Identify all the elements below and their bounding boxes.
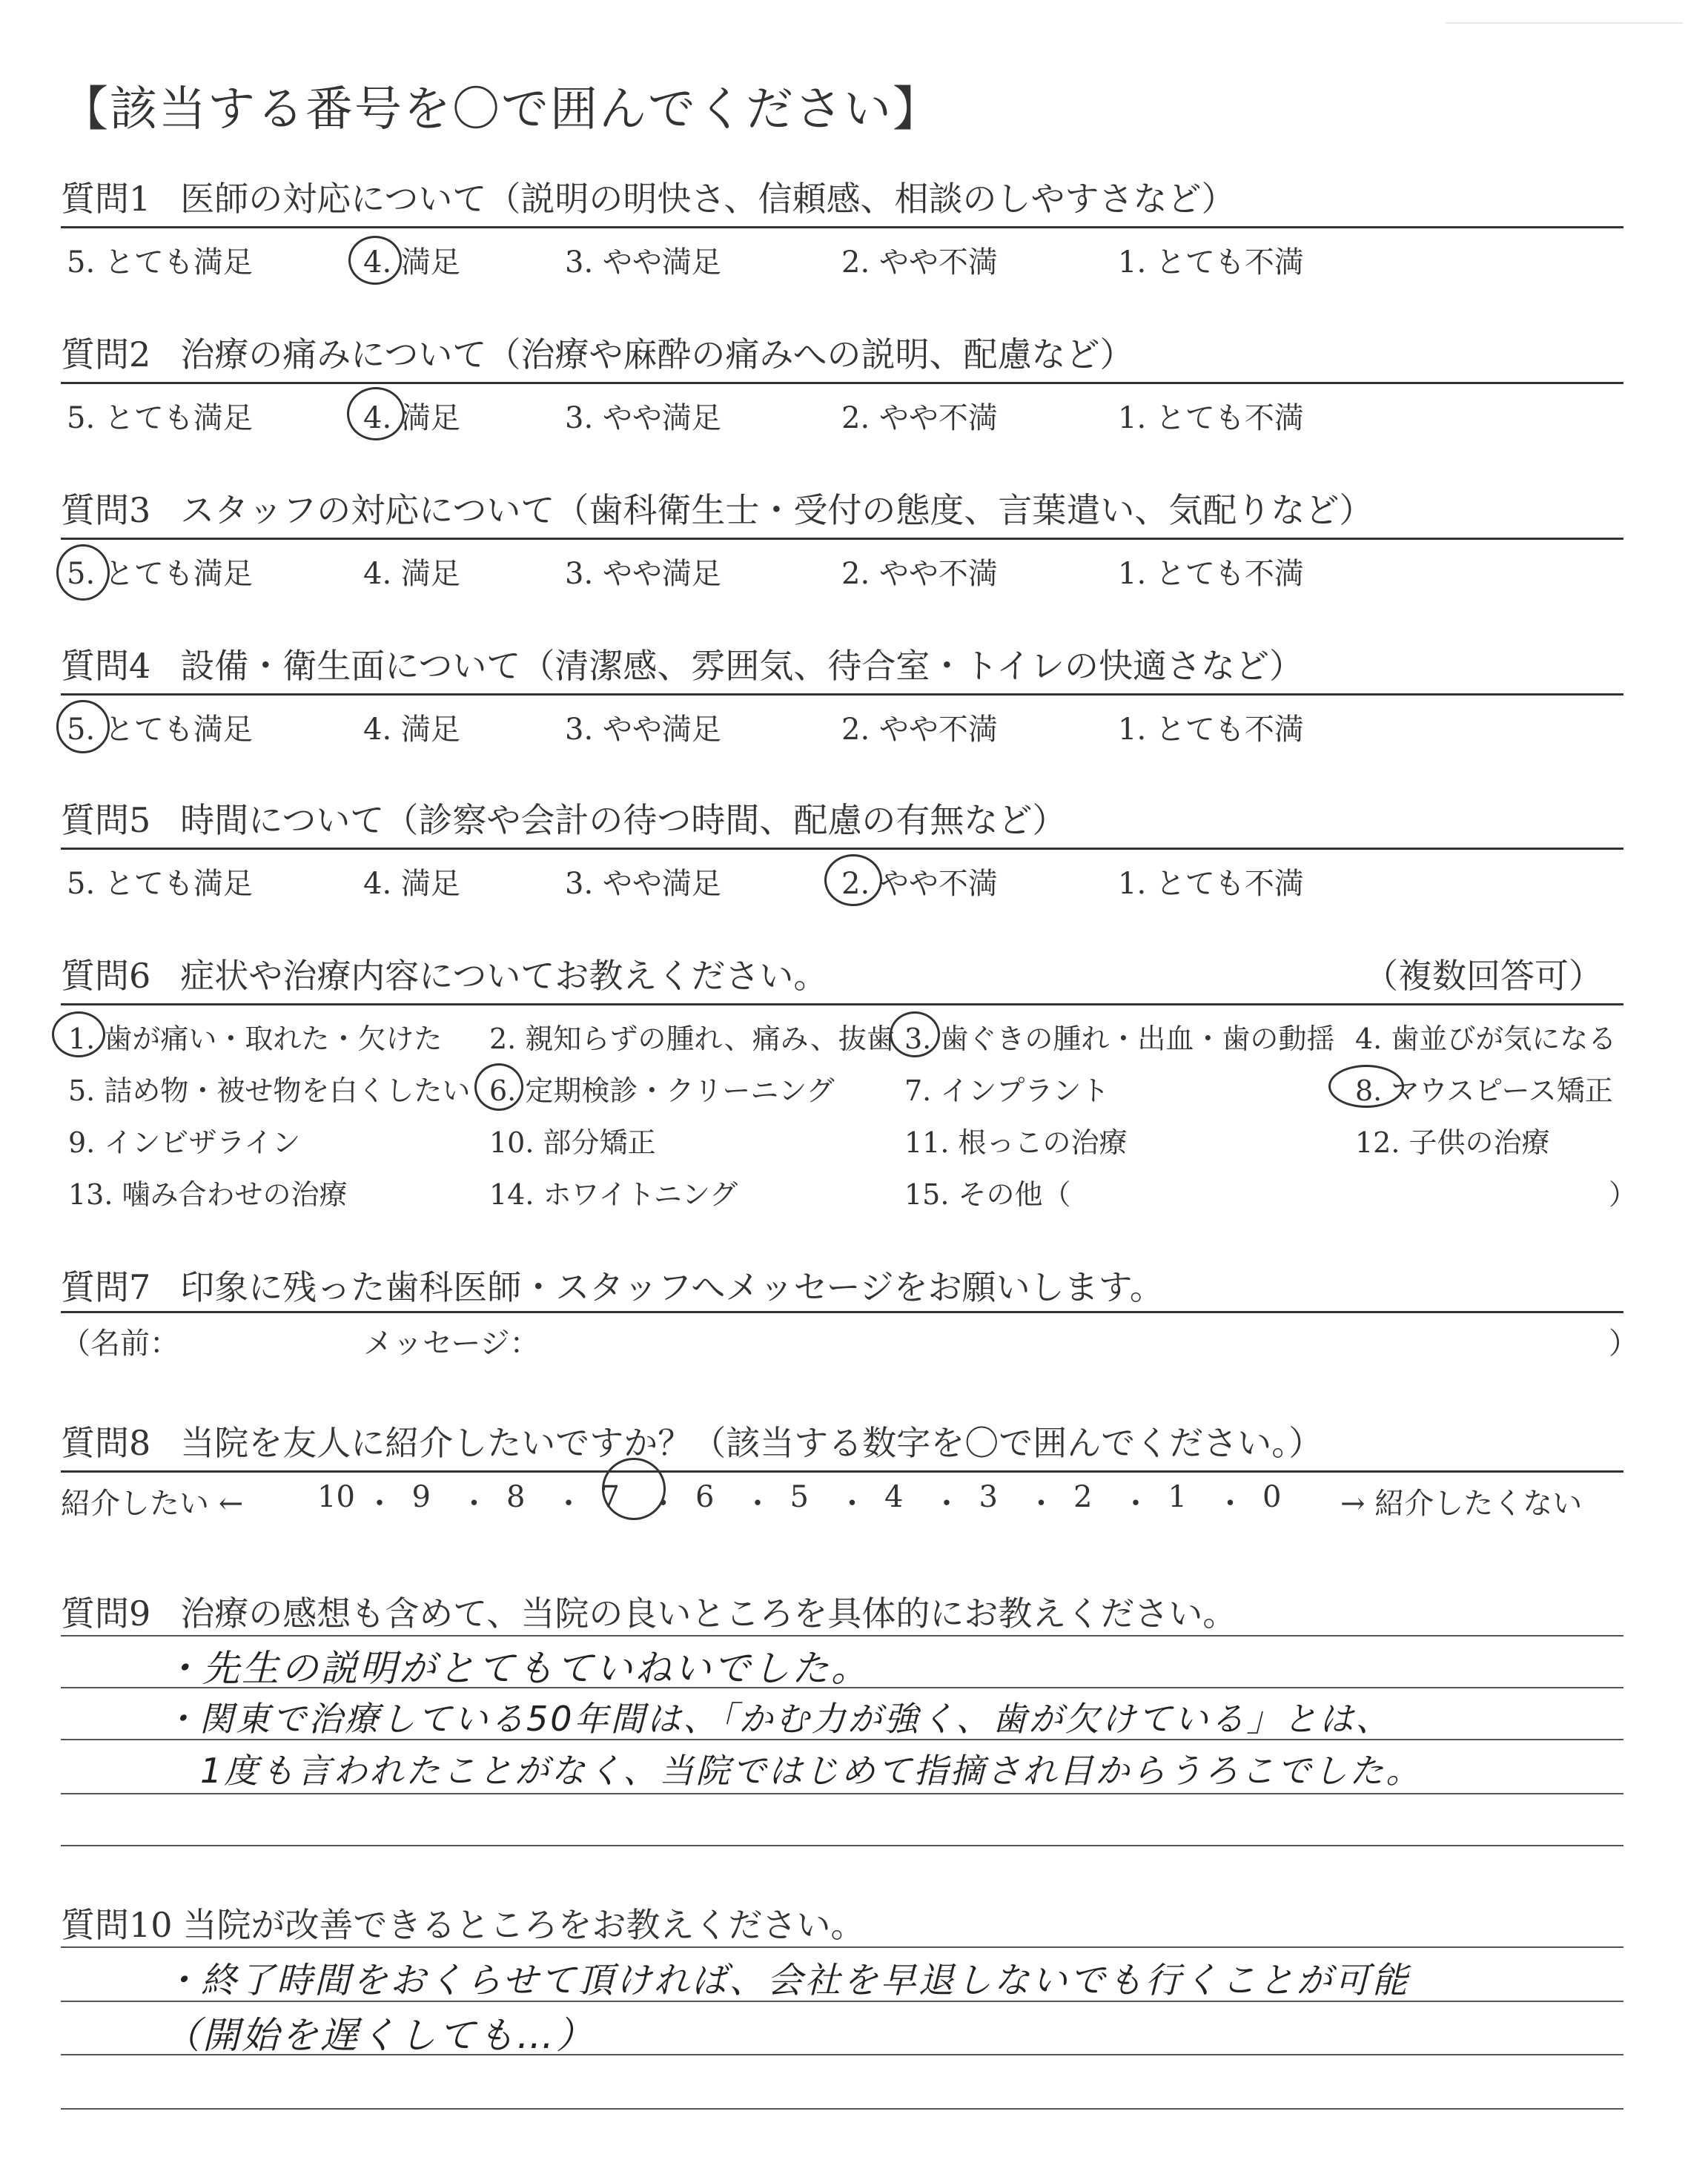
q1-option-5[interactable]: 5. とても満足 [67, 245, 253, 280]
q8-scale-2[interactable]: 2 [1073, 1480, 1093, 1514]
q1-heading [61, 172, 1236, 221]
q4-option-4[interactable]: 4. 満足 [363, 713, 460, 747]
q9-answer-2[interactable]: ・関東で治療している50年間は、「かむ力が強く、歯が欠けている」とは、 [163, 1699, 1392, 1739]
q8-scale-8[interactable]: 8 [506, 1480, 526, 1514]
q7-text: 印象に残った歯科医師・スタッフへメッセージをお願いします。 [180, 1267, 1164, 1307]
q3-option-4[interactable]: 4. 満足 [363, 557, 460, 591]
q3-option-2[interactable]: 2. やや不満 [841, 557, 998, 591]
q1-label: 質問1 [61, 179, 151, 219]
q10-line-4 [61, 2108, 1623, 2110]
q6-option-9[interactable]: 9. インビザライン [68, 1126, 301, 1159]
q6-text: 症状や治療内容についてお教えください。 [180, 956, 828, 996]
scan-edge-line [1446, 22, 1683, 24]
q8-right-label: → 紹介したくない [1340, 1487, 1583, 1521]
q1-option-1[interactable]: 1. とても不満 [1118, 245, 1304, 280]
q4-option-2[interactable]: 2. やや不満 [841, 713, 998, 747]
q9-line-1 [61, 1635, 1623, 1636]
q8-text: 当院を友人に紹介したいですか？（該当する数字を〇で囲んでください。） [180, 1423, 1323, 1463]
q8-scale-3[interactable]: 3 [979, 1480, 998, 1514]
q6-option-5[interactable]: 5. 詰め物・被せ物を白くしたい [68, 1074, 471, 1107]
q6-option-12[interactable]: 12. 子供の治療 [1355, 1126, 1550, 1159]
q6-option-11[interactable]: 11. 根っこの治療 [904, 1126, 1128, 1159]
q8-scale-9[interactable]: 9 [411, 1480, 431, 1514]
q7-heading [61, 1261, 1164, 1309]
q8-scale-separator: ・ [554, 1487, 583, 1521]
q8-label: 質問8 [61, 1423, 151, 1463]
q6-option-14[interactable]: 14. ホワイトニング [489, 1178, 738, 1211]
q6-multiple-note: （複数回答可） [1364, 956, 1603, 996]
q8-scale-separator: ・ [837, 1487, 867, 1521]
q5-selection-circle [824, 854, 882, 906]
q5-option-5[interactable]: 5. とても満足 [67, 867, 253, 901]
q7-rule [61, 1311, 1623, 1313]
q2-heading [61, 328, 1133, 377]
q10-line-1 [61, 1946, 1623, 1948]
q6-option-3[interactable]: 3. 歯ぐきの腫れ・出血・歯の動揺 [904, 1023, 1335, 1055]
q8-scale-5[interactable]: 5 [790, 1480, 809, 1514]
q6-circle-1 [52, 1011, 105, 1057]
q8-scale-6[interactable]: 6 [695, 1480, 715, 1514]
q5-option-1[interactable]: 1. とても不満 [1118, 867, 1304, 901]
q6-circle-8 [1328, 1065, 1404, 1108]
q8-scale-separator: ・ [459, 1487, 489, 1521]
q8-scale-separator: ・ [648, 1487, 678, 1521]
q3-option-3[interactable]: 3. やや満足 [565, 557, 721, 591]
q6-rule [61, 1003, 1623, 1005]
q4-option-3[interactable]: 3. やや満足 [565, 713, 721, 747]
q2-selection-circle [347, 387, 405, 440]
q10-answer-2[interactable]: （開始を遅くしても…） [163, 2014, 595, 2057]
q8-scale-separator: ・ [1215, 1487, 1245, 1521]
q9-answer-1[interactable]: ・先生の説明がとてもていねいでした。 [163, 1647, 870, 1690]
q8-scale-0[interactable]: 0 [1262, 1480, 1282, 1514]
q8-left-label: 紹介したい ← [61, 1487, 244, 1521]
q8-scale-separator: ・ [365, 1487, 394, 1521]
q4-label: 質問4 [61, 646, 151, 686]
q3-heading [61, 483, 1373, 532]
q4-text: 設備・衛生面について（清潔感、雰囲気、待合室・トイレの快適さなど） [180, 646, 1304, 686]
q1-option-2[interactable]: 2. やや不満 [841, 245, 998, 280]
q1-option-3[interactable]: 3. やや満足 [565, 245, 721, 280]
q8-scale-separator: ・ [1026, 1487, 1056, 1521]
q3-option-1[interactable]: 1. とても不満 [1118, 557, 1304, 591]
q6-option-13[interactable]: 13. 噛み合わせの治療 [68, 1178, 348, 1211]
q9-text: 治療の感想も含めて、当院の良いところを具体的にお教えください。 [180, 1593, 1237, 1634]
q5-label: 質問5 [61, 800, 151, 840]
q2-option-4[interactable]: 4. 満足 [363, 401, 460, 435]
q3-selection-circle [56, 544, 110, 601]
q9-answer-3[interactable]: 1度も言われたことがなく、当院ではじめて指摘され目からうろこでした。 [200, 1751, 1423, 1791]
q6-option-10[interactable]: 10. 部分矯正 [489, 1126, 656, 1159]
q5-option-3[interactable]: 3. やや満足 [565, 867, 721, 901]
q4-option-1[interactable]: 1. とても不満 [1118, 713, 1304, 747]
q4-option-5[interactable]: 5. とても満足 [67, 713, 253, 747]
q10-text: 当院が改善できるところをお教えください。 [182, 1905, 865, 1945]
q6-circle-3 [890, 1011, 940, 1057]
q6-circle-6 [474, 1063, 523, 1111]
q9-line-5 [61, 1845, 1623, 1846]
q8-scale-4[interactable]: 4 [884, 1480, 904, 1514]
q6-option-7[interactable]: 7. インプラント [904, 1074, 1110, 1107]
q6-option-2[interactable]: 2. 親知らずの腫れ、痛み、抜歯 [489, 1023, 895, 1055]
q5-option-4[interactable]: 4. 満足 [363, 867, 460, 901]
q8-heading [61, 1416, 1323, 1465]
q8-scale-separator: ・ [932, 1487, 961, 1521]
q2-rule [61, 382, 1623, 384]
q9-label: 質問9 [61, 1593, 151, 1634]
q9-line-4 [61, 1793, 1623, 1794]
q7-close-paren: ） [1609, 1327, 1638, 1361]
page-title: 【該当する番号を〇で囲んでください】 [61, 82, 941, 137]
q4-heading [61, 639, 1303, 688]
q2-text: 治療の痛みについて（治療や麻酔の痛みへの説明、配慮など） [180, 334, 1134, 374]
q3-rule [61, 538, 1623, 540]
q1-option-4[interactable]: 4. 満足 [363, 245, 460, 280]
q8-rule [61, 1470, 1623, 1473]
q7-name-label[interactable]: （名前： [61, 1327, 179, 1361]
q10-answer-1[interactable]: ・終了時間をおくらせて頂ければ、会社を早退しないでも行くことが可能 [163, 1960, 1410, 2001]
q8-scale-separator: ・ [1121, 1487, 1151, 1521]
q2-label: 質問2 [61, 334, 151, 374]
q6-label: 質問6 [61, 956, 151, 996]
q5-heading [61, 793, 1066, 842]
q3-option-5[interactable]: 5. とても満足 [67, 557, 253, 591]
q3-text: スタッフの対応について（歯科衛生士・受付の態度、言葉遣い、気配りなど） [180, 490, 1374, 530]
q5-rule [61, 848, 1623, 850]
q1-selection-circle [348, 236, 402, 285]
q8-scale-separator: ・ [743, 1487, 772, 1521]
q2-option-5[interactable]: 5. とても満足 [67, 401, 253, 435]
q8-selection-circle [602, 1458, 666, 1520]
q6-option-8[interactable]: 8. マウスピース矯正 [1355, 1074, 1613, 1107]
q8-scale-7[interactable]: 7 [600, 1480, 620, 1514]
q10-label: 質問10 [61, 1905, 173, 1945]
q2-option-3[interactable]: 3. やや満足 [565, 401, 721, 435]
q7-label: 質問7 [61, 1267, 151, 1307]
q5-text: 時間について（診察や会計の待つ時間、配慮の有無など） [180, 800, 1067, 840]
q4-selection-circle [56, 700, 110, 753]
q10-heading [61, 1898, 865, 1947]
q4-rule [61, 693, 1623, 696]
q6-option-1[interactable]: 1. 歯が痛い・取れた・欠けた [68, 1023, 443, 1055]
q8-scale-10[interactable]: 10 [317, 1480, 355, 1514]
q1-text: 医師の対応について（説明の明快さ、信頼感、相談のしやすさなど） [180, 179, 1236, 219]
q3-label: 質問3 [61, 490, 151, 530]
q6-option-6[interactable]: 6. 定期検診・クリーニング [489, 1074, 835, 1107]
q9-heading [61, 1587, 1237, 1636]
q6-other-close: ） [1609, 1178, 1638, 1211]
q2-option-1[interactable]: 1. とても不満 [1118, 401, 1304, 435]
q6-heading [61, 949, 827, 998]
q6-option-15[interactable]: 15. その他（ [904, 1178, 1071, 1211]
q6-option-4[interactable]: 4. 歯並びが気になる [1355, 1023, 1617, 1055]
q1-rule [61, 226, 1623, 228]
q8-scale-1[interactable]: 1 [1168, 1480, 1187, 1514]
q5-option-2[interactable]: 2. やや不満 [841, 867, 998, 901]
q7-message-label[interactable]: メッセージ： [363, 1327, 540, 1361]
q2-option-2[interactable]: 2. やや不満 [841, 401, 998, 435]
